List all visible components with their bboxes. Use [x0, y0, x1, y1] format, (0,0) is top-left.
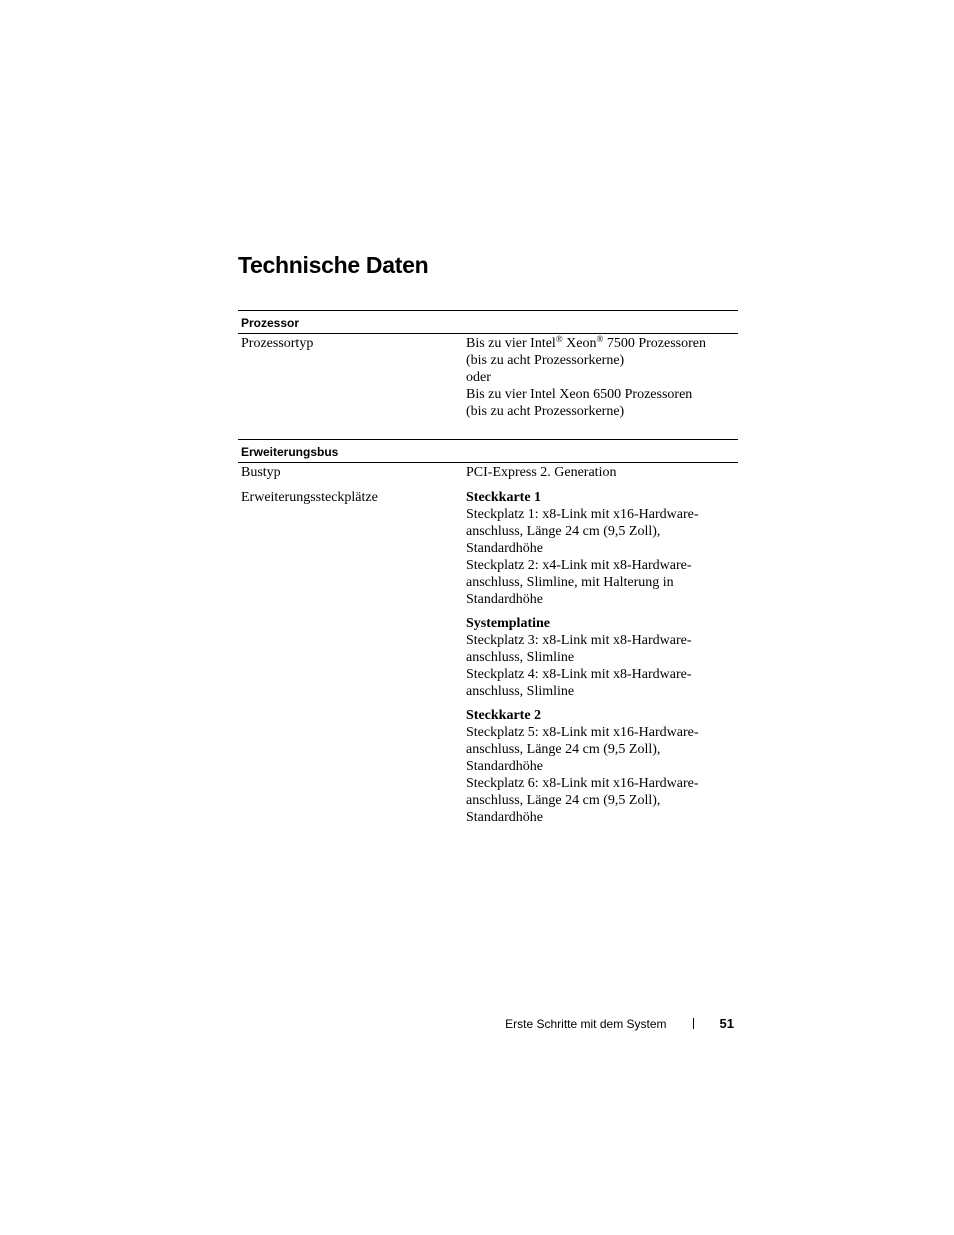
slot-group-systemplatine — [466, 615, 738, 700]
slot-group-steckkarte-2 — [466, 707, 738, 826]
spec-label: Erweiterungssteckplätze — [241, 490, 378, 505]
value-line: Steckplatz 2: x4-Link mit x8-Hardware- — [466, 558, 692, 573]
spec-value — [466, 335, 738, 420]
value-line: anschluss, Länge 24 cm (9,5 Zoll), — [466, 793, 661, 808]
section-heading-erweiterungsbus: Erweiterungsbus — [238, 439, 738, 463]
group-heading: Steckkarte 1 — [466, 490, 542, 505]
value-line: Steckplatz 1: x8-Link mit x16-Hardware- — [466, 507, 699, 522]
footer-text: Erste Schritte mit dem System — [505, 1016, 667, 1031]
value-text: 7500 Prozessoren — [603, 336, 706, 351]
slot-group-steckkarte-1 — [466, 489, 738, 608]
value-line: (bis zu acht Prozessorkerne) — [466, 353, 625, 368]
group-heading: Systemplatine — [466, 616, 550, 631]
value-line: Steckplatz 5: x8-Link mit x16-Hardware- — [466, 725, 699, 740]
registered-mark: ® — [555, 334, 563, 344]
spec-label: Bustyp — [241, 465, 281, 480]
value-line: anschluss, Slimline — [466, 650, 575, 665]
spec-value — [466, 489, 738, 826]
group-heading: Steckkarte 2 — [466, 708, 542, 723]
value-line: anschluss, Slimline, mit Halterung in — [466, 575, 674, 590]
value-text: Xeon — [562, 336, 597, 351]
page-footer — [505, 1016, 734, 1031]
value-line: anschluss, Slimline — [466, 684, 575, 699]
spec-label: Prozessortyp — [241, 336, 314, 351]
value-line: (bis zu acht Prozessorkerne) — [466, 404, 625, 419]
value-line: Standardhöhe — [466, 541, 543, 556]
value-line: anschluss, Länge 24 cm (9,5 Zoll), — [466, 742, 661, 757]
spec-row-prozessortyp — [238, 334, 738, 420]
page-title: Technische Daten — [238, 252, 429, 278]
value-line: Bis zu vier Intel Xeon 6500 Prozessoren — [466, 387, 693, 402]
section-heading-prozessor: Prozessor — [238, 310, 738, 334]
value-line: Standardhöhe — [466, 759, 543, 774]
value-line: anschluss, Länge 24 cm (9,5 Zoll), — [466, 524, 661, 539]
value-line: Steckplatz 3: x8-Link mit x8-Hardware- — [466, 633, 692, 648]
footer-separator — [693, 1018, 694, 1029]
value-line: Standardhöhe — [466, 810, 543, 825]
spec-row-bustyp — [238, 463, 738, 481]
value-line — [466, 335, 738, 352]
value-line: Steckplatz 6: x8-Link mit x16-Hardware- — [466, 776, 699, 791]
spec-row-erweiterungssteckplaetze — [238, 489, 738, 826]
spec-value: PCI-Express 2. Generation — [466, 465, 617, 480]
spec-table — [238, 310, 738, 826]
value-line: Steckplatz 4: x8-Link mit x8-Hardware- — [466, 667, 692, 682]
registered-mark: ® — [596, 334, 604, 344]
page-number: 51 — [719, 1016, 734, 1031]
value-text: Bis zu vier Intel — [466, 336, 556, 351]
value-line: oder — [466, 370, 491, 385]
value-line: Standardhöhe — [466, 592, 543, 607]
